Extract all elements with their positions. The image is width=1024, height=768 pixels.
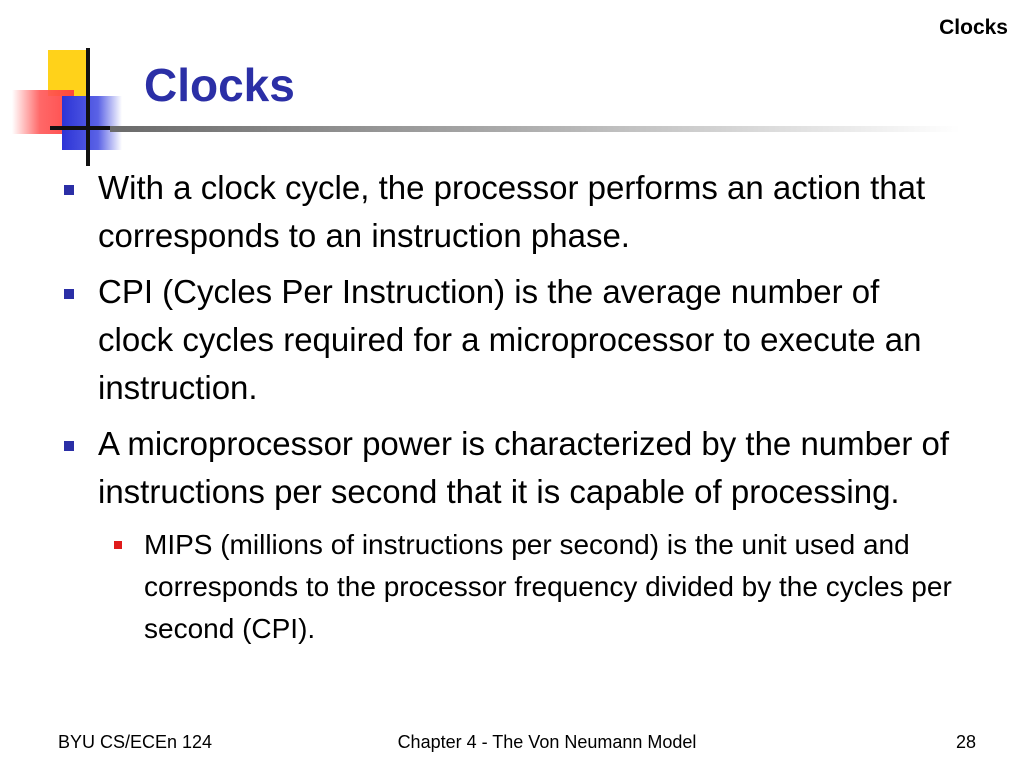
footer-chapter: Chapter 4 - The Von Neumann Model (397, 732, 697, 752)
section-label: Clocks (939, 16, 1008, 39)
sub-bullet-text: MIPS (millions of instructions per second) is the unit used and corresponds to the processor frequency divided by the cycles per second (CPI). (144, 529, 952, 644)
bullet-square-icon (64, 185, 74, 195)
bullet-item (56, 268, 956, 412)
bullet-text: CPI (Cycles Per Instruction) is the average number of clock cycles required for a microprocessor to execute an instruction. (98, 273, 922, 406)
sub-bullet-item (98, 524, 956, 650)
bullet-square-icon (64, 289, 74, 299)
footer-course: BYU CS/ECEn 124 (58, 732, 213, 752)
bullet-text: A microprocessor power is characterized by the number of instructions per second that it is capable of processing. (98, 425, 950, 510)
bullet-text: With a clock cycle, the processor performs an action that corresponds to an instruction phase. (98, 169, 926, 254)
logo-blue-square (62, 96, 122, 150)
sub-bullet-square-icon (114, 541, 122, 549)
bullet-square-icon (64, 441, 74, 451)
logo-vertical-line (86, 48, 90, 166)
bullet-item (56, 420, 956, 516)
bullet-item (56, 164, 956, 260)
slide-logo-decoration (0, 0, 140, 170)
footer-page-number: 28 (955, 732, 976, 752)
slide-content (56, 164, 956, 650)
slide-title: Clocks (144, 59, 295, 111)
title-underline (110, 126, 960, 132)
